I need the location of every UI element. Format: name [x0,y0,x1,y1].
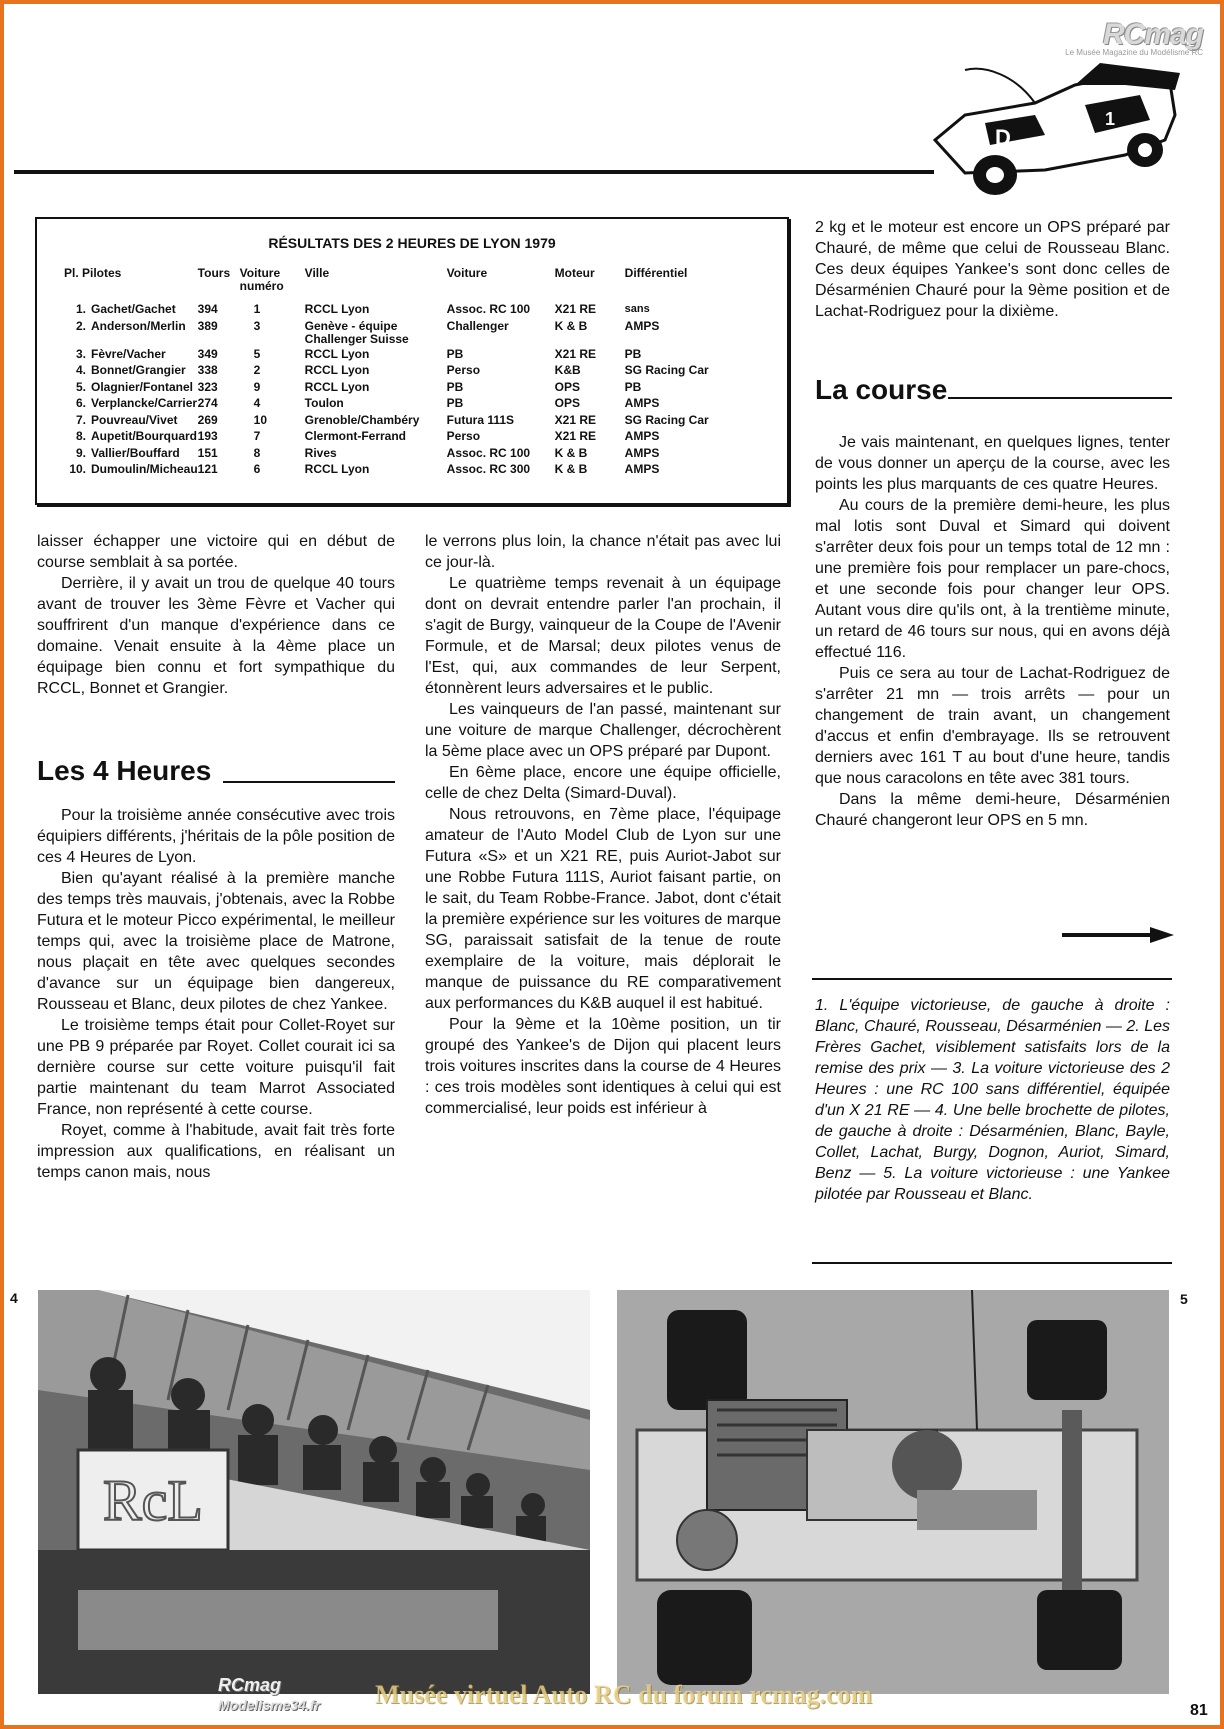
race-car-illustration [925,45,1185,205]
cell-numero: 8 [253,445,261,460]
pilot-names: Dumoulin/Micheau [91,462,198,476]
paragraph: Le troisième temps était pour Collet-Royet sur une PB 9 préparée par Royet. Collet courait ici sa dernière course sur cette voiture puisqu'il fait partie maintenant du team Marrot Associated France, non représenté à cette course. [37,1017,395,1118]
cell-pilotes [64,414,198,431]
results-row [64,348,725,365]
cell-ville [305,430,447,447]
rank: 10. [69,462,86,476]
column-3-bottom [815,432,1170,831]
cell-ville [305,303,447,320]
results-row [64,447,725,464]
rank: 4. [75,363,86,377]
cell-pilotes [64,381,198,398]
cell-pilotes [64,348,198,365]
paragraph: 2 kg et le moteur est encore un OPS préparé par Chauré, de même que celui de Rousseau Blanc. Ces deux équipes Yankee's sont donc celles de Désarménien Chauré pour la 9ème position et de Lachat-Rodriguez pour la dixième. [815,219,1170,320]
photo-number-4: 4 [10,1290,18,1306]
cell-numero: 9 [253,379,261,394]
header-numero: Voiture numéro [239,266,284,293]
cell-ville [305,447,447,464]
cell-voiture: PB [446,346,464,361]
page-number: 81 [1190,1702,1208,1719]
header-rule [14,170,934,174]
ville-line: RCCL Lyon [304,302,370,316]
cell-moteur: OPS [554,396,581,410]
column-1-bottom [37,805,395,1183]
paragraph: Les vainqueurs de l'an passé, maintenant sur une voiture de marque Challenger, décrochèrent la 5ème place avec un OPS préparé par Dupont. [425,701,781,760]
cell-voiture: Assoc. RC 300 [446,462,531,476]
header-voiture: Voiture [446,266,488,280]
rank: 8. [75,429,86,443]
rank: 7. [75,412,86,427]
paragraph: Bien qu'ayant réalisé à la première manche des temps très mauvais, j'obtenais, avec la Robbe Futura et le moteur Picco expérimental, le meilleur temps qui, avec la troisième place de Matrone, nous plaçait en tête avec quelques secondes d'avance sur un équipage bien dangereux, Rousseau et Blanc, deux pilotes de chez Yankee. [37,870,395,1013]
header-moteur: Moteur [554,266,595,280]
cell-differentiel: AMPS [624,318,660,333]
cell-numero: 4 [253,396,261,410]
cell-tours: 121 [197,462,218,476]
results-row [64,463,725,480]
ville-line: Genève - équipe [304,318,398,333]
heading-rule [948,397,1172,399]
results-row [64,320,725,348]
paragraph: le verrons plus loin, la chance n'était pas avec lui ce jour-là. [425,533,781,571]
results-title: RÉSULTATS DES 2 HEURES DE LYON 1979 [268,235,556,251]
pilot-names: Verplancke/Carrier [91,396,198,410]
cell-ville [305,320,447,348]
paragraph: Derrière, il y avait un trou de quelque 40 tours avant de trouver les 3ème Fèvre et Vacher qui souffrirent d'un manque d'expérience dans ce domaine. Venait ensuite à la 4ème place un équipage bien connu et fort sympathique du RCCL, Bonnet et Grangier. [37,575,395,697]
cell-pilotes [64,397,198,414]
cell-tours: 338 [197,363,218,377]
svg-text:D: D [995,125,1011,150]
column-1-top [37,531,395,699]
cell-voiture: Perso [446,429,481,443]
svg-text:1: 1 [1105,109,1116,129]
rank: 9. [75,445,86,460]
cell-ville [305,348,447,365]
header-pilotes: Pl. Pilotes [64,266,122,280]
heading-rule [223,781,395,783]
rank: 5. [75,379,86,394]
rank: 1. [75,302,86,316]
pilot-names: Vallier/Bouffard [91,445,180,460]
cell-voiture: Assoc. RC 100 [446,445,531,460]
cell-voiture: Futura 111S [446,412,515,427]
continue-arrow-icon [1062,926,1174,944]
results-header-row [64,267,725,303]
cell-moteur: X21 RE [554,412,597,427]
cell-moteur: K & B [554,318,588,333]
cell-numero: 10 [253,412,268,427]
results-row [64,397,725,414]
heading-les-4-heures: Les 4 Heures [37,755,212,786]
rank: 6. [75,396,86,410]
cell-numero: 3 [253,318,261,333]
cell-tours: 349 [197,346,218,361]
ville-line: Challenger Suisse [304,331,409,346]
cell-differentiel: AMPS [624,462,660,476]
cell-pilotes [64,430,198,447]
cell-numero: 6 [253,462,261,476]
cell-voiture: PB [446,379,464,394]
ville-line: RCCL Lyon [304,462,370,476]
cell-pilotes [64,364,198,381]
cell-tours: 389 [197,318,218,333]
cell-voiture: Perso [446,363,481,377]
pilot-names: Olagnier/Fontanel [91,379,194,394]
rank: 3. [75,346,86,361]
cell-differentiel: AMPS [624,445,660,460]
paragraph: Pour la 9ème et la 10ème position, un tir groupé des Yankee's de Dijon qui placent leurs trois voitures inscrites dans la course de 4 Heures : ces trois modèles sont identiques à celui qui est commercialisé, leur poids est inférieur à [425,1016,781,1117]
results-row [64,303,725,320]
cell-differentiel: SG Racing Car [624,412,709,427]
ville-line: RCCL Lyon [304,379,370,394]
cell-differentiel: SG Racing Car [624,363,709,377]
cell-voiture: PB [446,396,464,410]
results-table [64,267,725,480]
paragraph: Royet, comme à l'habitude, avait fait très forte impression aux qualifications, en réalisant un temps canon mais, nous [37,1122,395,1181]
watermark-rcmag: RCmag [218,1675,282,1695]
column-3-top [815,217,1170,322]
paragraph: Nous retrouvons, en 7ème place, l'équipage amateur de l'Auto Model Club de Lyon sur une Futura «S» et un X21 RE, puis Auriot-Jabot sur une Robbe Futura 111S, Auriot faisant partie, on le sait, du Team Robbe-France. Jabot, dont c'était la première expérience sur les voitures de marque SG, paraissait satisfait de la tenue de route exemplaire de la voiture, mais déplorait le manque de puissance du RE comparativement aux performances du K&B auquel il est habitué. [425,806,781,1012]
cell-tours: 323 [197,379,218,394]
ville-line: RCCL Lyon [304,363,370,377]
cell-voiture: Assoc. RC 100 [446,302,531,316]
ville-line: Rives [304,445,337,460]
paragraph: Au cours de la première demi-heure, les plus mal lotis sont Duval et Simard qui doivent s'arrêter deux fois pour un temps total de 12 mn : une première fois pour remplacer un pare-chocs, et une seconde fois pour changer leur OPS. Autant vous dire qu'ils ont, à la trentième minute, un retard de 46 tours sur nous, qui en avons déjà effectué 116. [815,497,1170,661]
paragraph: Le quatrième temps revenait à un équipage dont on devrait entendre parler l'an prochain, il s'agit de Burgy, vainqueur de la Coupe de l'Avenir Formule, et de Marsal; deux pilotes venus de l'Est, qui, aux commandes de leur Serpent, étonnèrent leurs adversaires et le public. [425,575,781,697]
pilot-names: Pouvreau/Vivet [91,412,178,427]
cell-differentiel: AMPS [624,429,660,443]
cell-moteur: K & B [554,462,588,476]
paragraph: laisser échapper une victoire qui en début de course semblait à sa portée. [37,533,395,571]
paragraph: En 6ème place, encore une équipe officielle, celle de chez Delta (Simard-Duval). [425,764,781,802]
cell-moteur: OPS [554,379,581,394]
cell-voiture: Challenger [446,318,509,333]
photo-drivers-stand [38,1290,590,1694]
svg-text:RcL: RcL [103,1468,203,1533]
caption-rule-bottom [812,1262,1172,1264]
cell-ville [305,381,447,398]
photo-number-5: 5 [1180,1291,1188,1307]
photo-car-chassis [617,1290,1169,1694]
paragraph: Puis ce sera au tour de Lachat-Rodriguez de s'arrêter 21 mn — trois arrêts — pour un changement de train avant, un changement d'accus et enfin d'embrayage. Ils se retrouvent derniers avec 161 T au bout d'une heure, tandis que nous caracolons en tête avec 381 tours. [815,665,1170,787]
ville-line: Toulon [304,396,344,410]
cell-pilotes [64,447,198,464]
watermark-site: Modelisme34.fr [218,1697,320,1713]
cell-moteur: X21 RE [554,429,597,443]
cell-moteur: X21 RE [554,346,597,361]
header-differentiel: Différentiel [624,266,688,280]
results-row [64,381,725,398]
rank: 2. [75,318,86,333]
cell-tours: 274 [197,396,218,410]
cell-numero: 2 [253,363,261,377]
results-row [64,430,725,447]
cell-ville [305,463,447,480]
watermark-musee: Musée virtuel Auto RC du forum rcmag.com [375,1680,873,1709]
ville-line: Grenoble/Chambéry [304,412,420,427]
results-row [64,414,725,431]
header-ville: Ville [304,266,330,280]
paragraph: Pour la troisième année consécutive avec trois équipiers différents, j'héritais de la pôle position de ces 4 Heures de Lyon. [37,807,395,866]
cell-numero: 5 [253,346,261,361]
cell-ville [305,397,447,414]
cell-ville [305,414,447,431]
pilot-names: Gachet/Gachet [91,302,176,316]
cell-tours: 193 [197,429,218,443]
results-table-box [35,217,789,505]
cell-numero: 1 [253,302,261,316]
rcmag-logo: RCmag Le Musée Magazine du Modélisme RC [1065,18,1203,57]
ville-line: Clermont-Ferrand [304,429,407,443]
cell-differentiel: AMPS [624,396,660,410]
photo-caption: 1. L'équipe victorieuse, de gauche à droite : Blanc, Chauré, Rousseau, Désarménien — 2. Les Frères Gachet, visiblement satisfaits lors de la remise des prix — 3. La voiture victorieuse des 2 Heures : une RC 100 sans différentiel, équipée d'un X 21 RE — 4. Une belle brochette de pilotes, de gauche à droite : Désarménien, Blanc, Bayle, Collet, Lachat, Burgy, Dognon, Auriot, Simard, Benz — 5. La voiture victorieuse : une Yankee pilotée par Rousseau et Blanc. [815,997,1170,1203]
cell-moteur: X21 RE [554,302,597,316]
cell-moteur: K&B [554,363,581,377]
column-2 [425,531,781,1119]
cell-differentiel: PB [624,379,642,394]
pilot-names: Fèvre/Vacher [91,346,166,361]
cell-tours: 269 [197,412,218,427]
ville-line: RCCL Lyon [304,346,370,361]
heading-la-course: La course [815,374,948,405]
cell-pilotes [64,303,198,320]
cell-tours: 394 [197,302,218,316]
cell-pilotes [64,463,198,480]
cell-numero: 7 [253,429,261,443]
paragraph: Je vais maintenant, en quelques lignes, tenter de vous donner un aperçu de la course, avec les points les plus marquants de ces quatre Heures. [815,434,1170,493]
cell-differentiel: PB [624,346,642,361]
cell-ville [305,364,447,381]
cell-moteur: K & B [554,445,588,460]
pilot-names: Bonnet/Grangier [91,363,186,377]
header-tours: Tours [197,266,231,280]
cell-pilotes [64,320,198,348]
results-row [64,364,725,381]
pilot-names: Anderson/Merlin [91,318,186,333]
cell-tours: 151 [197,445,218,460]
pilot-names: Aupetit/Bourquard [91,429,197,443]
caption-rule-top [812,978,1172,980]
paragraph: Dans la même demi-heure, Désarménien Chauré changeront leur OPS en 5 mn. [815,791,1170,829]
cell-differentiel: sans [624,303,650,315]
